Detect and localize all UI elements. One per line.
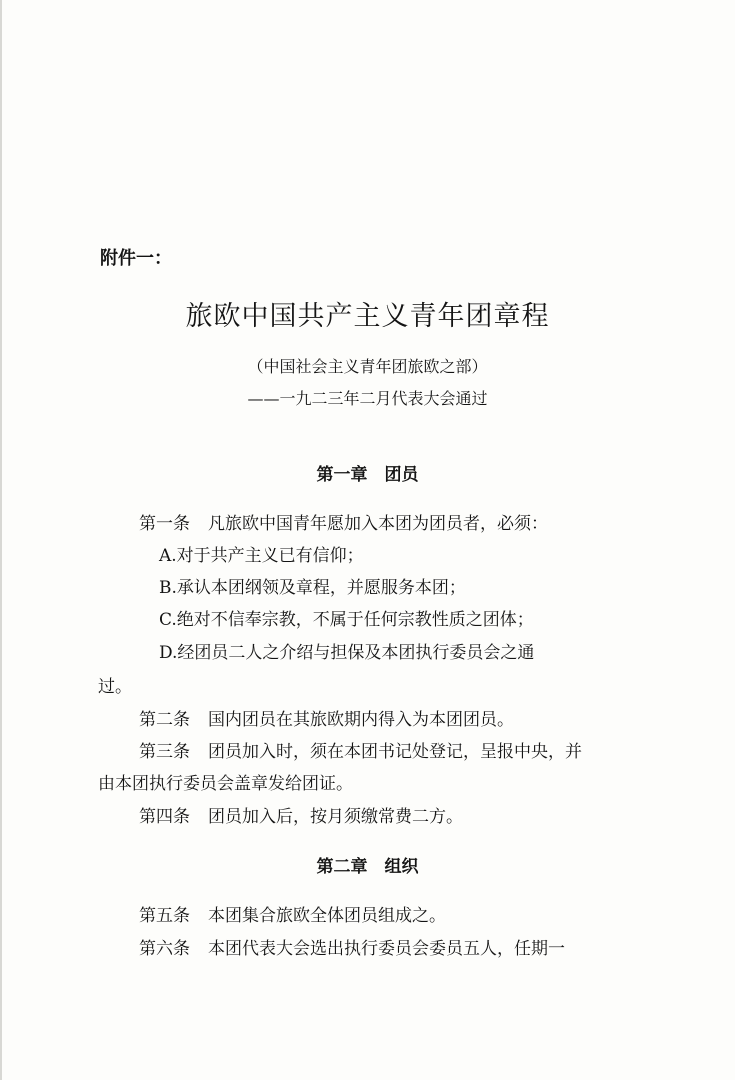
- article-6-text: 本团代表大会选出执行委员会委员五人，任期一: [208, 939, 565, 959]
- article-1-text: 凡旅欧中国青年愿加入本团为团员者，必须：: [208, 514, 548, 534]
- article-3-continuation: 由本团执行委员会盖章发给团证。: [98, 774, 353, 794]
- attachment-label: 附件一：: [100, 248, 172, 269]
- article-4: [139, 802, 463, 827]
- article-1-item-a: A.对于共产主义已有信仰；: [159, 546, 364, 566]
- document-subtitle: （中国社会主义青年团旅欧之部）: [247, 357, 488, 376]
- article-1: [139, 509, 548, 534]
- article-3: [139, 737, 582, 762]
- document-title: 旅欧中国共产主义青年团章程: [185, 301, 550, 332]
- article-1-item-d: D.经团员二人之介绍与担保及本团执行委员会之通: [159, 643, 535, 663]
- article-5-label: 第五条: [139, 906, 190, 926]
- article-4-text: 团员加入后，按月须缴常费二方。: [208, 807, 463, 827]
- article-3-label: 第三条: [139, 742, 190, 762]
- article-1-label: 第一条: [139, 514, 190, 534]
- adoption-note: ——一九二三年二月代表大会通过: [247, 389, 488, 408]
- article-5: [139, 901, 446, 926]
- article-6: [139, 934, 565, 959]
- article-1-item-c: C.绝对不信奉宗教，不属于任何宗教性质之团体；: [159, 610, 534, 630]
- article-5-text: 本团集合旅欧全体团员组成之。: [208, 906, 446, 926]
- article-4-label: 第四条: [139, 807, 190, 827]
- article-2-label: 第二条: [139, 710, 190, 730]
- article-2-text: 国内团员在其旅欧期内得入为本团团员。: [208, 710, 514, 730]
- chapter-2-heading: 第二章 组织: [316, 857, 419, 877]
- article-6-label: 第六条: [139, 939, 190, 959]
- article-1-continuation: 过。: [98, 677, 132, 697]
- article-2: [139, 705, 514, 730]
- article-1-item-b: B.承认本团纲领及章程，并愿服务本团；: [159, 578, 466, 598]
- page-edge: [0, 0, 2, 1080]
- chapter-1-heading: 第一章 团员: [316, 465, 419, 485]
- article-3-text: 团员加入时，须在本团书记处登记，呈报中央，并: [208, 742, 582, 762]
